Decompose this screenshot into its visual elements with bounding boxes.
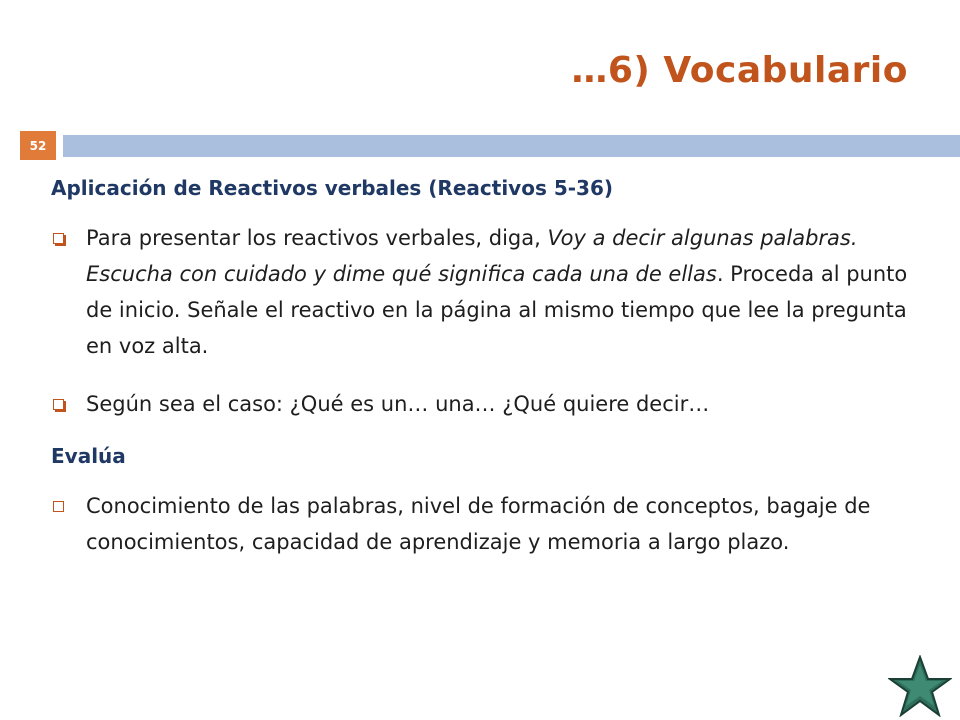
bullet-evaluates — [51, 488, 936, 560]
section-heading-evaluates: Evalúa — [51, 444, 126, 468]
slide-content — [51, 170, 936, 582]
bullet-text-part: . Proceda al punto de inicio. Señale el reactivo en la página al mismo tiempo que lee la pregunta en voz alta. — [86, 262, 908, 358]
bullet-text: Conocimiento de las palabras, nivel de formación de conceptos, bagaje de conocimientos, capacidad de aprendizaje y memoria a largo plazo. — [86, 494, 871, 554]
bullet-verbal-items — [51, 220, 936, 364]
section-heading-application: Aplicación de Reactivos verbales (Reactivos 5-36) — [51, 176, 614, 200]
bullet-quote-italic: Voy a decir algunas palabras. Escucha con cuidado y dime qué significa cada una de ellas — [86, 226, 858, 286]
slide-title: …6) Vocabulario — [571, 50, 908, 91]
hollow-square-bullet-icon — [53, 501, 64, 512]
bullet-text-part: Para presentar los reactivos verbales, diga, — [86, 226, 548, 250]
header-bar — [63, 135, 960, 157]
star-logo-icon — [888, 655, 952, 717]
square-bullet-icon — [53, 399, 64, 410]
bullet-text: Según sea el caso: ¿Qué es un… una… ¿Qué quiere decir… — [86, 392, 710, 416]
square-bullet-icon — [53, 233, 64, 244]
bullet-case-questions — [51, 386, 936, 422]
page-number: 52 — [20, 131, 56, 160]
